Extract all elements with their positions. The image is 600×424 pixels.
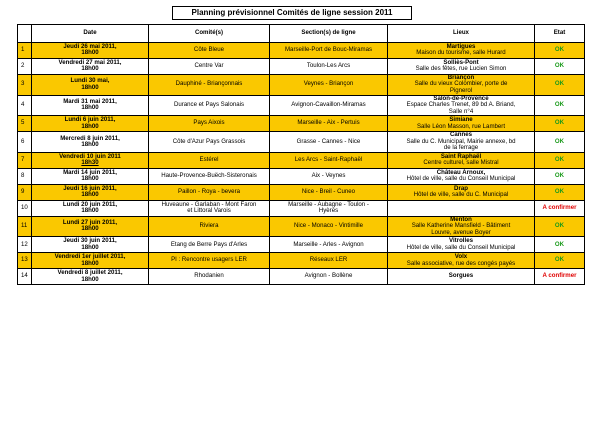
row-etat-text: OK xyxy=(554,80,565,88)
row-lieu xyxy=(388,95,535,116)
row-comite xyxy=(149,237,270,253)
row-lieu xyxy=(388,184,535,200)
row-section xyxy=(270,43,388,59)
row-date-text: 18h00 xyxy=(81,207,99,215)
row-etat-text: OK xyxy=(554,187,565,195)
header-date: Date xyxy=(32,25,149,43)
row-lieu-text: Briançon xyxy=(447,74,475,81)
row-section xyxy=(270,237,388,253)
row-section xyxy=(270,95,388,116)
row-lieu xyxy=(388,269,535,285)
row-etat-text: OK xyxy=(554,222,565,230)
row-lieu-text: Volx xyxy=(454,253,468,261)
row-lieu-text: Salle Katherine Mansfield - Bâtiment xyxy=(411,222,511,230)
row-date-text: Mardi 14 juin 2011, xyxy=(63,168,117,176)
header-lieux: Lieux xyxy=(388,25,535,43)
row-number xyxy=(18,237,32,253)
row-lieu-text: Salle associative, rue des congés payés xyxy=(406,259,516,267)
header-comite: Comité(s) xyxy=(149,25,270,43)
row-etat xyxy=(535,168,585,184)
row-date xyxy=(32,237,149,253)
table-row xyxy=(18,269,585,285)
row-date-text: Jeudi 30 juin 2011, xyxy=(63,237,117,245)
row-section-text: Marseille - Aix - Pertuis xyxy=(297,119,360,127)
row-date xyxy=(32,200,149,216)
row-number-text: 4 xyxy=(21,101,25,109)
row-date xyxy=(32,253,149,269)
row-etat-text: OK xyxy=(554,156,565,164)
row-etat-text: OK xyxy=(554,119,565,127)
row-number-text: 8 xyxy=(21,172,25,180)
row-number-text: 9 xyxy=(21,187,25,195)
row-lieu xyxy=(388,132,535,153)
row-section xyxy=(270,184,388,200)
row-number-text: 7 xyxy=(21,156,25,164)
row-number xyxy=(18,253,32,269)
row-section-text: Nice - Breil - Cuneo xyxy=(301,187,356,195)
row-date-text: 18h30 xyxy=(81,159,99,167)
row-etat xyxy=(535,116,585,132)
row-number xyxy=(18,153,32,169)
row-comite-text: Dauphiné - Briançonnais xyxy=(175,80,243,88)
row-etat xyxy=(535,200,585,216)
row-section-text: Les Arcs - Saint-Raphaël xyxy=(294,156,363,164)
row-comite-text: Centre Var xyxy=(194,62,224,70)
row-date xyxy=(32,95,149,116)
table-row xyxy=(18,200,585,216)
row-etat-text: OK xyxy=(554,101,565,109)
row-date xyxy=(32,168,149,184)
header-row xyxy=(18,25,585,43)
row-comite-text: Côte Bleue xyxy=(193,46,225,54)
row-number xyxy=(18,74,32,95)
row-section-text: Marseille - Aubagne - Toulon - xyxy=(288,200,369,208)
row-lieu xyxy=(388,58,535,74)
row-number xyxy=(18,200,32,216)
row-date-text: 18h00 xyxy=(81,175,99,183)
row-comite xyxy=(149,95,270,116)
row-number-text: 13 xyxy=(21,256,28,264)
row-lieu-text: Salle Léon Masson, rue Lambert xyxy=(416,122,506,130)
row-date-text: 18h00 xyxy=(81,122,99,130)
row-number xyxy=(18,216,32,237)
row-lieu xyxy=(388,43,535,59)
row-date-text: 18h00 xyxy=(81,191,99,199)
row-etat xyxy=(535,237,585,253)
row-number xyxy=(18,58,32,74)
row-date xyxy=(32,269,149,285)
row-date-text: 18h00 xyxy=(81,49,99,57)
row-lieu-text: Pignerol xyxy=(449,86,473,94)
row-comite-text: Huveaune - Garlaban - Mont Faron xyxy=(161,200,257,208)
row-section-text: Aix - Veynes xyxy=(311,172,346,180)
row-lieu xyxy=(388,237,535,253)
row-date-text: Mardi 31 mai 2011, xyxy=(63,97,117,105)
row-section-text: Marseille - Arles - Avignon xyxy=(293,240,364,248)
row-etat-text: OK xyxy=(554,46,565,54)
row-section xyxy=(270,74,388,95)
row-section xyxy=(270,116,388,132)
row-date xyxy=(32,58,149,74)
row-lieu-text: Martigues xyxy=(446,42,476,50)
row-number-text: 1 xyxy=(21,46,25,54)
row-etat-text: A confirmer xyxy=(542,203,577,211)
row-etat-text: OK xyxy=(554,240,565,248)
row-lieu-text: Vitrolles xyxy=(449,237,473,245)
row-lieu-text: Espace Charles Trenet, 89 bd A. Briand, xyxy=(406,101,516,109)
row-lieu xyxy=(388,168,535,184)
row-date-text: Lundi 6 juin 2011, xyxy=(64,116,116,124)
row-date-text: Vendredi 10 juin 2011 xyxy=(59,152,121,160)
row-etat xyxy=(535,216,585,237)
row-number xyxy=(18,116,32,132)
row-section-text: Grasse - Cannes - Nice xyxy=(296,137,361,145)
row-comite-text: Estérel xyxy=(199,156,219,164)
table-row xyxy=(18,132,585,153)
row-date-text: 18h00 xyxy=(81,104,99,112)
row-section-text: Nice - Monaco - Vintimille xyxy=(294,222,363,230)
row-section-text: Veynes - Briançon xyxy=(303,80,354,88)
planning-table xyxy=(17,24,585,285)
row-lieu-text: Salle n°4 xyxy=(448,107,474,115)
header-etat: Etat xyxy=(535,25,585,43)
row-section-text: Réseaux LER xyxy=(309,256,348,264)
row-lieu-text: Sorgues xyxy=(448,272,474,280)
row-comite xyxy=(149,200,270,216)
row-date-text: 18h00 xyxy=(81,65,99,73)
row-lieu-text: Cannes xyxy=(449,131,472,139)
row-lieu-text: Hôtel de ville, salle du C. Municipal xyxy=(413,191,509,199)
row-date-text: Jeudi 26 mai 2011, xyxy=(63,42,117,50)
row-number xyxy=(18,168,32,184)
row-comite xyxy=(149,253,270,269)
row-section-text: Hyères xyxy=(318,207,339,215)
row-lieu-text: Salle du C. Municipal, Mairie annexe, bd xyxy=(406,137,516,145)
row-number xyxy=(18,95,32,116)
row-comite xyxy=(149,168,270,184)
row-date-text: Mercredi 8 juin 2011, xyxy=(60,134,120,142)
row-comite xyxy=(149,58,270,74)
table-row xyxy=(18,184,585,200)
table-row xyxy=(18,58,585,74)
row-comite xyxy=(149,132,270,153)
row-date xyxy=(32,74,149,95)
row-date-text: Lundi 27 juin 2011, xyxy=(62,218,118,226)
row-number-text: 12 xyxy=(21,240,28,248)
table-row xyxy=(18,237,585,253)
row-etat-text: OK xyxy=(554,137,565,145)
row-etat-text: A confirmer xyxy=(542,272,577,280)
table-row xyxy=(18,153,585,169)
row-etat xyxy=(535,95,585,116)
row-lieu-text: Solliès-Pont xyxy=(443,58,479,66)
row-lieu-text: Château Arnoux, xyxy=(436,168,486,176)
row-etat-text: OK xyxy=(554,172,565,180)
table-row xyxy=(18,74,585,95)
row-date-text: 18h00 xyxy=(81,83,99,91)
row-comite-text: Pays Aixois xyxy=(193,119,225,127)
row-number-text: 5 xyxy=(21,119,25,127)
row-section xyxy=(270,168,388,184)
row-etat xyxy=(535,58,585,74)
row-etat-text: OK xyxy=(554,256,565,264)
row-lieu-text: Salon-de-Provence xyxy=(433,95,489,102)
row-date-text: 18h00 xyxy=(81,259,99,267)
row-number xyxy=(18,269,32,285)
row-lieu-text: Centre culturel, salle Mistral xyxy=(423,159,499,167)
row-comite xyxy=(149,269,270,285)
row-lieu xyxy=(388,74,535,95)
row-section xyxy=(270,216,388,237)
header-section: Section(s) de ligne xyxy=(270,25,388,43)
row-section xyxy=(270,200,388,216)
row-date-text: 18h00 xyxy=(81,225,99,233)
row-comite-text: Haute-Provence-Buëch-Sisteronais xyxy=(161,172,257,180)
row-lieu-text: Maison du tourisme, salle Hurard xyxy=(416,49,506,57)
row-section xyxy=(270,253,388,269)
row-date-text: 18h00 xyxy=(81,243,99,251)
row-section xyxy=(270,153,388,169)
row-comite-text: Rhodanien xyxy=(194,272,224,280)
row-comite xyxy=(149,216,270,237)
row-number-text: 11 xyxy=(21,222,28,230)
row-number-text: 14 xyxy=(21,272,28,280)
row-lieu-text: Salle du vieux Colombier, porte de xyxy=(414,80,508,88)
row-comite-text: Côte d'Azur Pays Grassois xyxy=(172,137,246,145)
row-date xyxy=(32,153,149,169)
row-comite xyxy=(149,43,270,59)
row-section-text: Avignon - Bollène xyxy=(304,272,353,280)
row-etat xyxy=(535,74,585,95)
row-lieu-text: Menton xyxy=(450,216,472,223)
row-etat xyxy=(535,153,585,169)
row-comite xyxy=(149,184,270,200)
row-etat xyxy=(535,269,585,285)
row-section xyxy=(270,269,388,285)
row-date-text: Vendredi 8 juillet 2011, xyxy=(57,268,123,276)
row-number xyxy=(18,132,32,153)
row-date-text: 18h00 xyxy=(81,141,99,149)
row-section-text: Avignon-Cavaillon-Miramas xyxy=(291,101,366,109)
row-comite-text: Riviera xyxy=(199,222,219,230)
row-lieu-text: Saint Raphaël xyxy=(440,152,482,160)
table-row xyxy=(18,253,585,269)
row-lieu xyxy=(388,253,535,269)
row-etat xyxy=(535,253,585,269)
row-lieu xyxy=(388,200,535,216)
row-comite-text: Etang de Berre Pays d'Arles xyxy=(170,240,248,248)
row-section xyxy=(270,58,388,74)
row-section xyxy=(270,132,388,153)
row-lieu-text: de la ferrage xyxy=(443,144,479,152)
row-lieu xyxy=(388,216,535,237)
table-row xyxy=(18,43,585,59)
table-row xyxy=(18,216,585,237)
row-number-text: 3 xyxy=(21,80,25,88)
row-lieu-text: Hôtel de ville, salle du Conseil Municipal xyxy=(406,243,516,251)
row-etat xyxy=(535,184,585,200)
row-date xyxy=(32,132,149,153)
table-row xyxy=(18,116,585,132)
row-date-text: Vendredi 1er juillet 2011, xyxy=(54,253,126,261)
row-section-text: Toulon-Les Arcs xyxy=(306,62,351,70)
row-comite-text: Paillon - Roya - bevera xyxy=(178,187,240,195)
row-comite xyxy=(149,116,270,132)
row-number-text: 6 xyxy=(21,137,25,145)
table-row xyxy=(18,95,585,116)
row-date xyxy=(32,116,149,132)
row-number xyxy=(18,184,32,200)
row-comite-text: Durance et Pays Salonais xyxy=(173,101,245,109)
row-etat xyxy=(535,43,585,59)
row-date xyxy=(32,43,149,59)
row-etat xyxy=(535,132,585,153)
row-date xyxy=(32,184,149,200)
header-num xyxy=(18,25,32,43)
row-number xyxy=(18,43,32,59)
row-date-text: Lundi 30 mai, xyxy=(70,77,110,85)
row-lieu xyxy=(388,116,535,132)
row-lieu-text: Hôtel de ville, salle du Conseil Municipal xyxy=(406,175,516,183)
table-row xyxy=(18,168,585,184)
row-date-text: Lundi 20 juin 2011, xyxy=(62,200,118,208)
row-comite-text: et Littoral Varois xyxy=(187,207,231,215)
row-etat-text: OK xyxy=(554,62,565,70)
row-number-text: 10 xyxy=(21,203,28,211)
row-number-text: 2 xyxy=(21,62,25,70)
row-date-text: 18h00 xyxy=(81,275,99,283)
row-date-text: Jeudi 16 juin 2011, xyxy=(63,184,117,192)
row-lieu xyxy=(388,153,535,169)
row-comite xyxy=(149,74,270,95)
page-title: Planning prévisionnel Comités de ligne session 2011 xyxy=(172,6,412,20)
row-lieu-text: Simiane xyxy=(449,116,473,124)
row-lieu-text: Drap xyxy=(454,184,468,192)
row-lieu-text: Salle des fêtes, rue Lucien Simon xyxy=(415,65,507,73)
row-comite xyxy=(149,153,270,169)
row-date-text: Vendredi 27 mai 2011, xyxy=(58,58,122,66)
row-comite-text: PI : Rencontre usagers LER xyxy=(171,256,247,264)
row-date xyxy=(32,216,149,237)
row-section-text: Marseille-Port de Bouc-Miramas xyxy=(284,46,373,54)
row-lieu-text: Louvre, avenue Boyer xyxy=(431,228,491,236)
